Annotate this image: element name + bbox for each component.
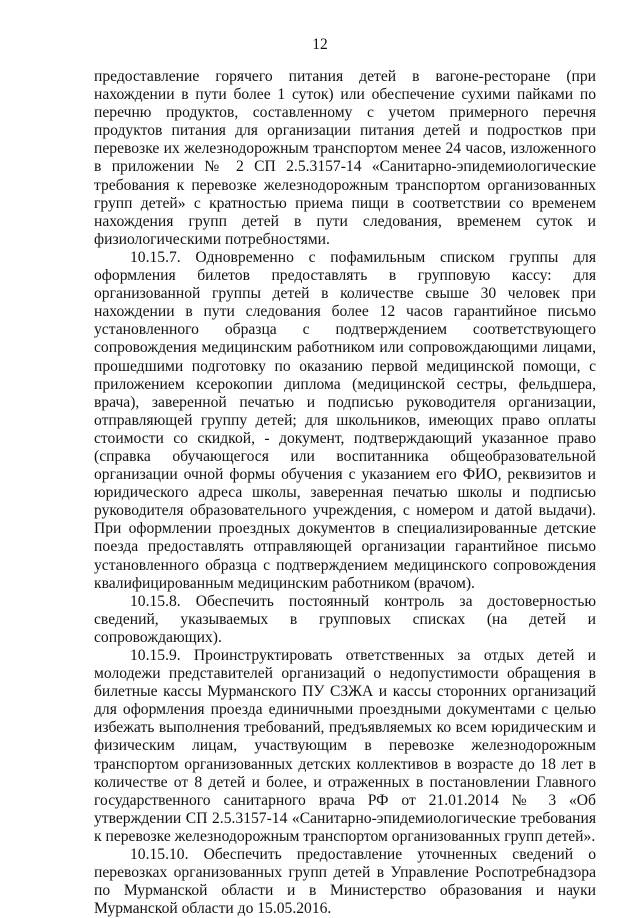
paragraph-10-15-9: 10.15.9. Проинструктировать ответственных за отдых детей и молодежи представителей организаций о недопустимости обращения в билетные кассы Мурманского ПУ СЗЖА и кассы сторонних организаций для оформления проезда единичными проездными документами с целью избежать выполнения требований, предъявляемых ко всем юридическим и физическим лицам, участвующим в перевозке железнодорожным транспортом организованных детских коллективов в возрасте до 18 лет в количестве от 8 детей и более, и отраженных в постановлении Главного государственного санитарного врача РФ от 21.01.2014 № 3 «Об утверждении СП 2.5.3157-14 «Санитарно-эпидемиологические требования к перевозке железнодорожным транспортом организованных групп детей». <box>94 647 596 845</box>
page-number: 12 <box>312 36 328 53</box>
paragraph-10-15-10: 10.15.10. Обеспечить предоставление уточненных сведений о перевозках организованных групп детей в Управление Роспотребнадзора по Мурманской области и в Министерство образования и науки Мурманской области до 15.05.2016. <box>94 846 596 918</box>
paragraph-continuation: предоставление горячего питания детей в вагоне-ресторане (при нахождении в пути более 1 суток) или обеспечение сухими пайками по перечню продуктов, составленному с учетом примерного перечня продуктов питания для организации питания детей и подростков при перевозке их железнодорожным транспортом менее 24 часов, изложенного в приложении № 2 СП 2.5.3157-14 «Санитарно-эпидемиологические требования к перевозке железнодорожным транспортом организованных групп детей» с кратностью приема пищи в соответствии со временем нахождения групп детей в пути следования, временем суток и физиологическими потребностями. <box>94 68 596 248</box>
paragraph-10-15-7: 10.15.7. Одновременно с пофамильным списком группы для оформления билетов предоставлять в групповую кассу: для организованной группы детей в количестве свыше 30 человек при нахождении в пути следования более 12 часов гарантийное письмо установленного образца с подтверждением соответствующего сопровождения медицинским работником или сопровождающими лицами, прошедшими подготовку по оказанию первой медицинской помощи, с приложением ксерокопии диплома (медицинской сестры, фельдшера, врача), заверенной печатью и подписью руководителя организации, отправляющей группу детей; для школьников, имеющих право оплаты стоимости со скидкой, - документ, подтверждающий указанное право (справка обучающегося или воспитанника общеобразовательной организации очной формы обучения с указанием его ФИО, реквизитов и юридического адреса школы, заверенная печатью школы и подписью руководителя образовательного учреждения, с номером и датой выдачи). При оформлении проездных документов в специализированные детские поезда предоставлять отправляющей организации гарантийное письмо установленного образца с подтверждением медицинского сопровождения квалифицированным медицинским работником (врачом). <box>94 248 596 592</box>
document-body <box>94 68 596 918</box>
paragraph-10-15-8: 10.15.8. Обеспечить постоянный контроль за достоверностью сведений, указываемых в групповых списках (на детей и сопровождающих). <box>94 592 596 646</box>
